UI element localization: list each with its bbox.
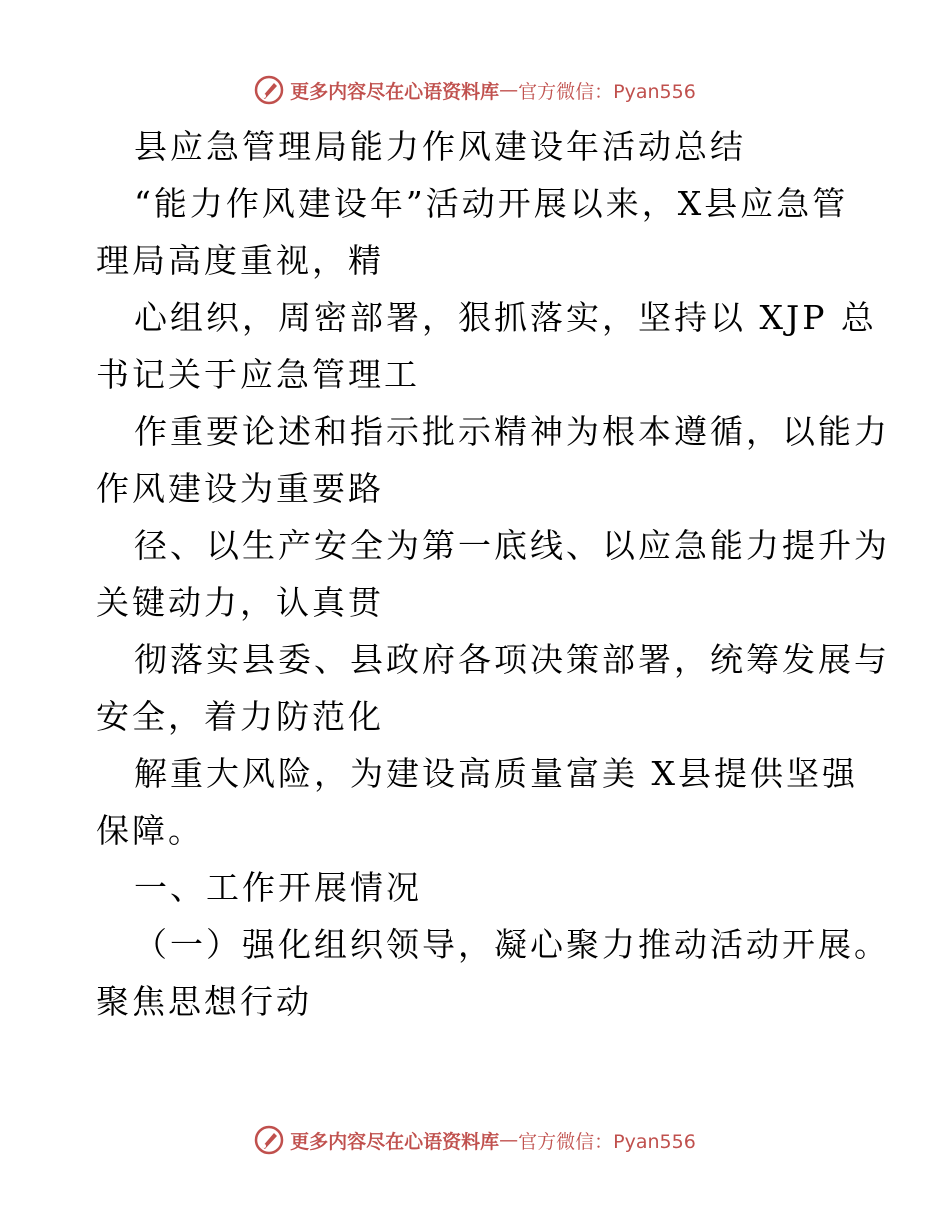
paragraph-line: 作风建设为重要路 (96, 469, 384, 508)
paragraph-line: 安全，着力防范化 (96, 697, 384, 736)
pen-nib-logo-icon (254, 75, 284, 105)
paragraph-line: 聚焦思想行动 (96, 982, 312, 1021)
paragraph-line: 解重大风险，为建设高质量富美 X县提供坚强 (134, 754, 858, 793)
banner-separator: — (499, 1129, 519, 1151)
paragraph-line: 理局高度重视，精 (96, 241, 384, 280)
banner-separator: — (499, 79, 519, 101)
banner-contact-text: 官方微信：Pyan556 (518, 80, 696, 103)
subsection-heading: （一）强化组织领导，凝心聚力推动活动开展。 (134, 925, 890, 964)
document-title: 县应急管理局能力作风建设年活动总结 (134, 127, 746, 166)
footer-watermark-banner (0, 1120, 950, 1160)
paragraph-line: “能力作风建设年”活动开展以来，X县应急管 (134, 184, 849, 223)
paragraph-line: 书记关于应急管理工 (96, 355, 420, 394)
section-heading: 一、工作开展情况 (134, 868, 422, 907)
header-watermark-banner (0, 70, 950, 110)
pen-nib-logo-icon (254, 1125, 284, 1155)
paragraph-line: 保障。 (96, 811, 204, 850)
paragraph-line: 关键动力，认真贯 (96, 583, 384, 622)
paragraph-line: 彻落实县委、县政府各项决策部署，统筹发展与 (134, 640, 890, 679)
banner-brand-text: 更多内容尽在心语资料库 (290, 1130, 500, 1153)
paragraph-line: 径、以生产安全为第一底线、以应急能力提升为 (134, 526, 890, 565)
banner-contact-text: 官方微信：Pyan556 (518, 1130, 696, 1153)
document-body (96, 118, 890, 1030)
paragraph-line: 心组织，周密部署，狠抓落实，坚持以 XJP 总 (134, 298, 877, 337)
banner-brand-text: 更多内容尽在心语资料库 (290, 80, 500, 103)
paragraph-line: 作重要论述和指示批示精神为根本遵循，以能力 (134, 412, 890, 451)
